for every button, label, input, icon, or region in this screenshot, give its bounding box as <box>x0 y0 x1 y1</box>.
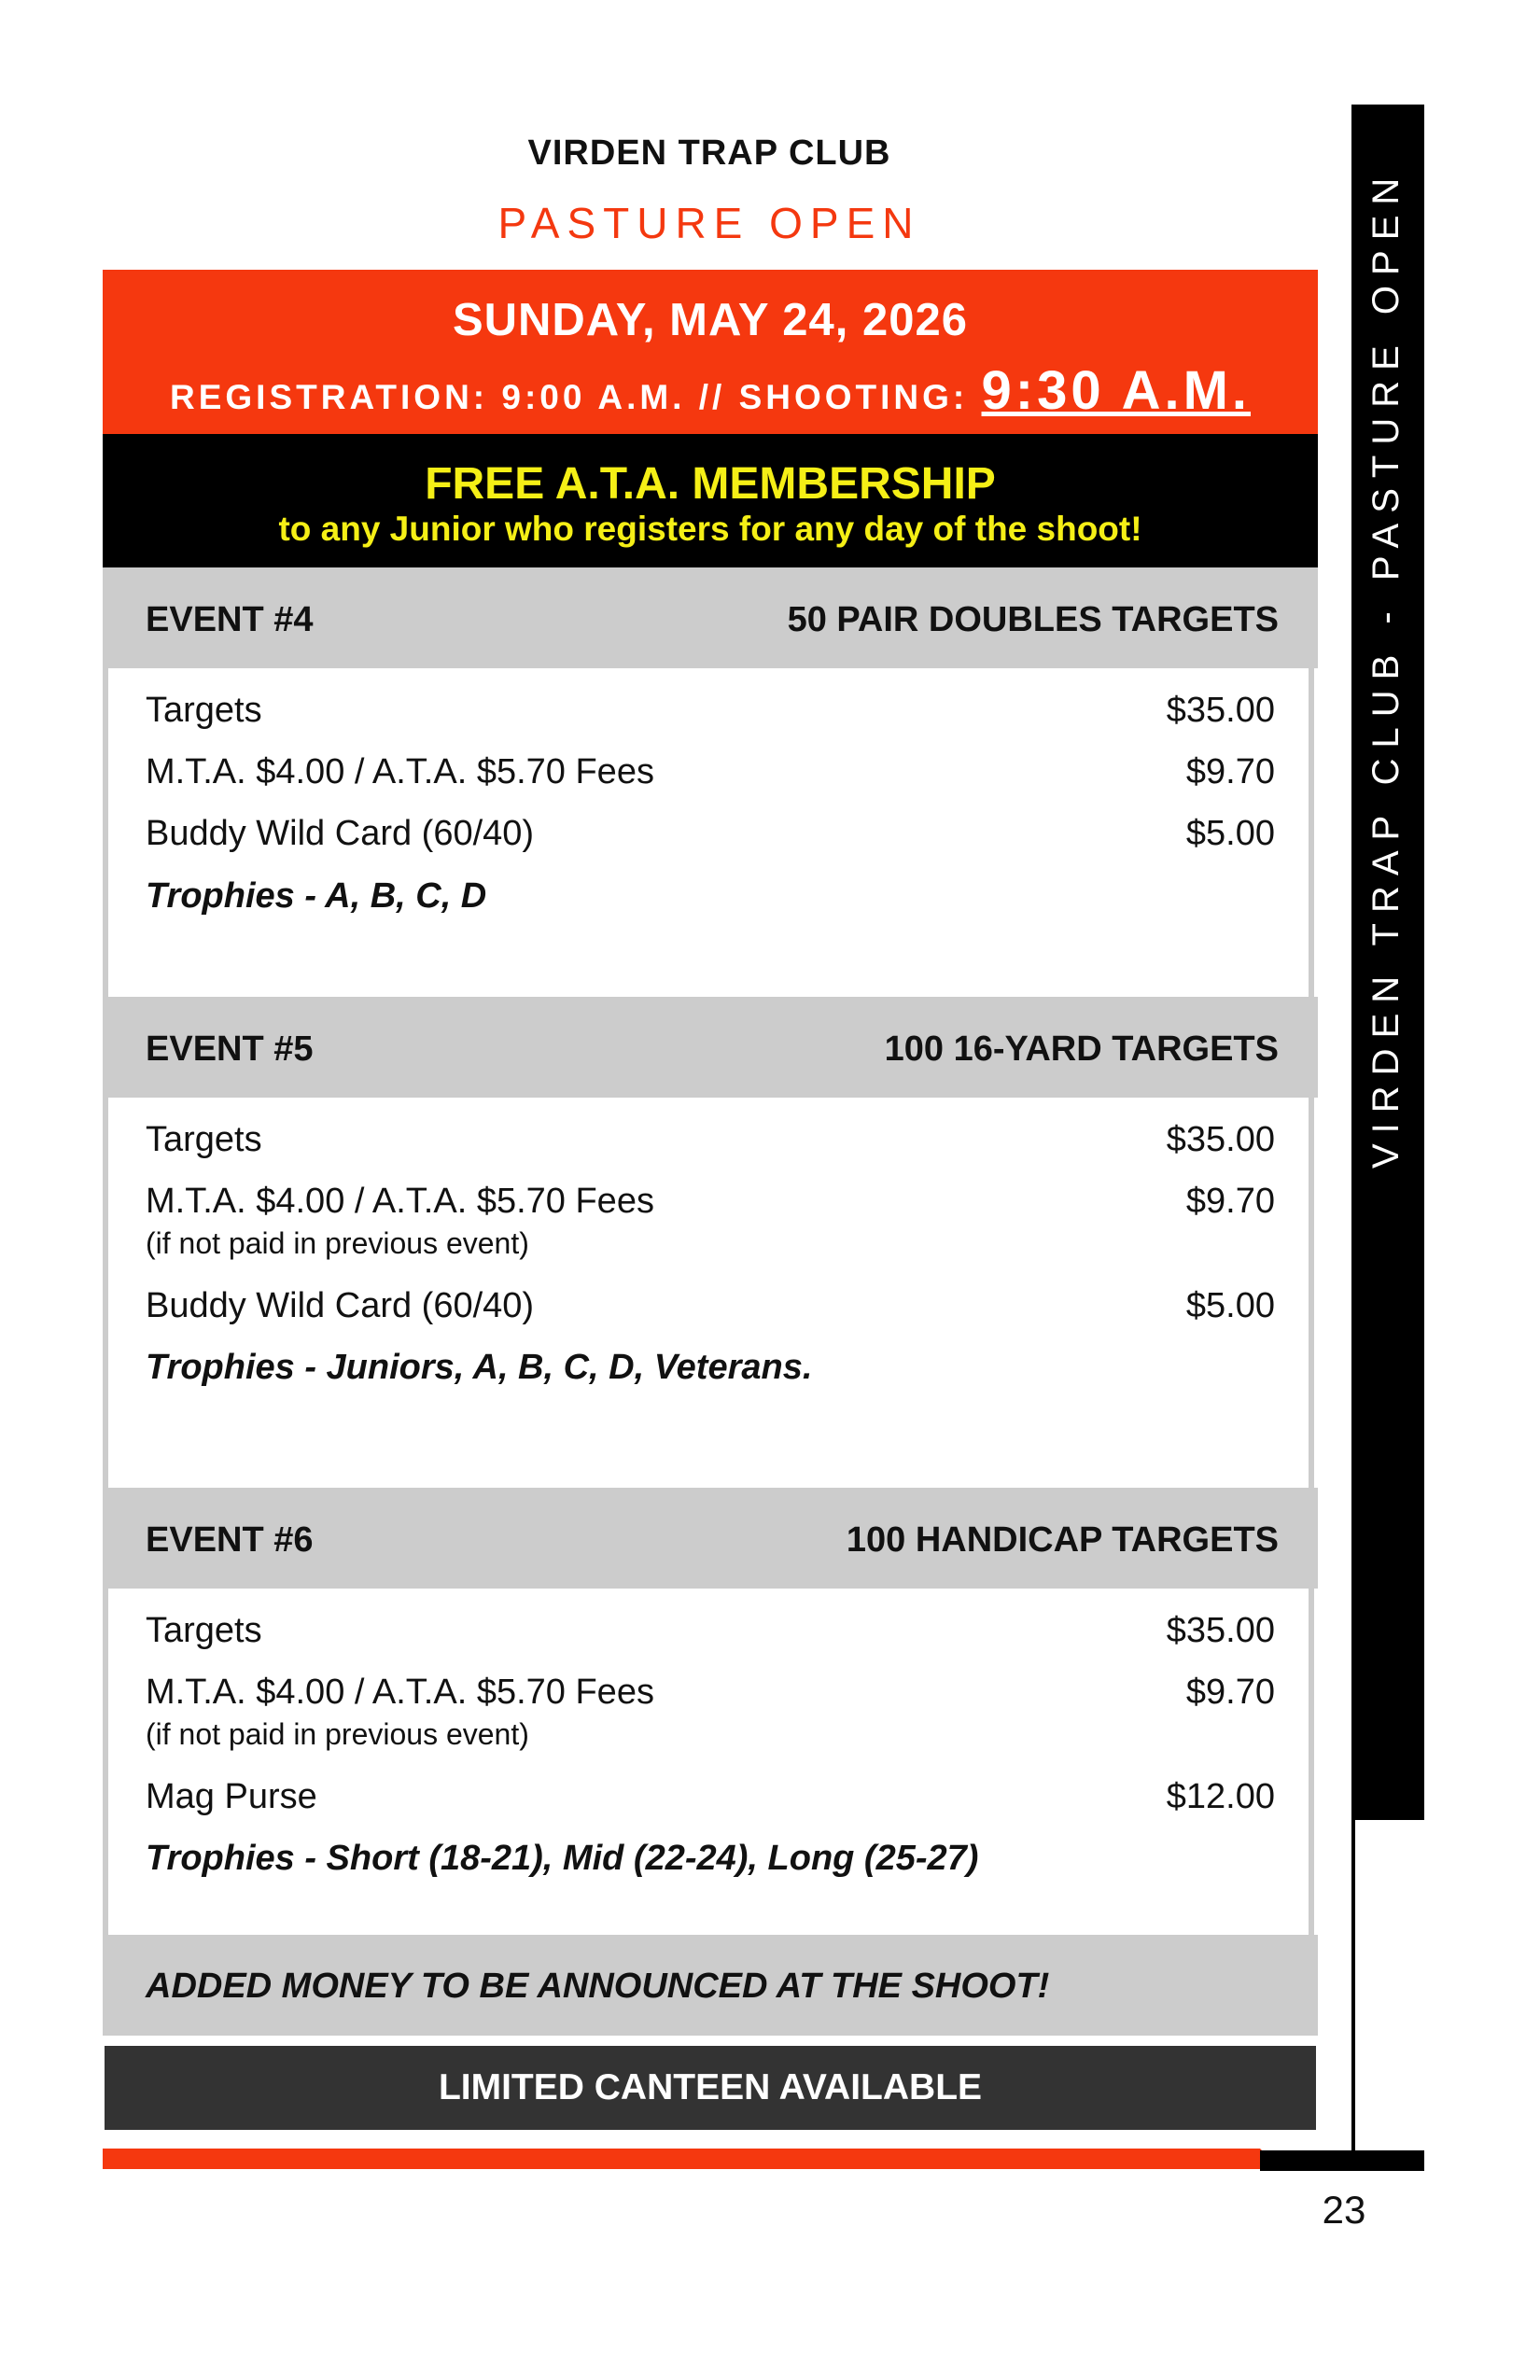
event-4-header <box>103 567 1318 668</box>
event-5-details <box>103 1098 1314 1488</box>
fee-amount: $35.00 <box>1166 1120 1275 1159</box>
registration-text: REGISTRATION: 9:00 A.M. // SHOOTING: <box>169 378 969 416</box>
fee-label: M.T.A. $4.00 / A.T.A. $5.70 Fees <box>146 1673 654 1712</box>
fee-label: Targets <box>146 691 262 730</box>
fee-amount: $5.00 <box>1185 814 1275 853</box>
membership-subtitle: to any Junior who registers for any day of the shoot! <box>278 510 1142 548</box>
event-number: EVENT #5 <box>146 1029 314 1069</box>
fee-label: Mag Purse <box>146 1777 317 1816</box>
trophies-line: Trophies - Juniors, A, B, C, D, Veterans. <box>146 1348 813 1387</box>
fee-amount: $35.00 <box>1166 691 1275 730</box>
bottom-black-stripe <box>1260 2150 1424 2171</box>
added-money-text: ADDED MONEY TO BE ANNOUNCED AT THE SHOOT! <box>146 1967 1050 2006</box>
trophies-line: Trophies - A, B, C, D <box>146 876 487 916</box>
fee-label: M.T.A. $4.00 / A.T.A. $5.70 Fees <box>146 1182 654 1221</box>
event-6-header <box>103 1488 1318 1589</box>
fee-label: Targets <box>146 1120 262 1159</box>
page-number: 23 <box>1322 2188 1366 2232</box>
fee-label: Buddy Wild Card (60/40) <box>146 1286 535 1325</box>
side-line <box>1351 1820 1355 2151</box>
event-4-details <box>103 668 1314 997</box>
event-5-header <box>103 997 1318 1098</box>
membership-title: FREE A.T.A. MEMBERSHIP <box>425 459 996 509</box>
fee-note: (if not paid in previous event) <box>146 1717 529 1751</box>
event-6-details <box>103 1589 1314 1935</box>
fee-label: Buddy Wild Card (60/40) <box>146 814 535 853</box>
event-number: EVENT #4 <box>146 600 314 639</box>
event-name: PASTURE OPEN <box>497 199 921 247</box>
registration-line <box>103 359 1318 422</box>
trophies-line: Trophies - Short (18-21), Mid (22-24), Long (25-27) <box>146 1839 979 1878</box>
membership-banner <box>103 434 1318 567</box>
fee-amount: $9.70 <box>1185 1182 1275 1221</box>
fee-amount: $12.00 <box>1166 1777 1275 1816</box>
canteen-text: LIMITED CANTEEN AVAILABLE <box>438 2067 983 2107</box>
added-money-banner <box>103 1935 1318 2036</box>
fee-amount: $9.70 <box>1185 752 1275 791</box>
bottom-orange-stripe <box>103 2149 1316 2171</box>
fee-label: M.T.A. $4.00 / A.T.A. $5.70 Fees <box>146 752 654 791</box>
shooting-time: 9:30 A.M. <box>981 360 1252 421</box>
event-title: 100 16-YARD TARGETS <box>884 1029 1279 1069</box>
event-title: 100 HANDICAP TARGETS <box>846 1520 1279 1560</box>
event-date: SUNDAY, MAY 24, 2026 <box>452 295 969 345</box>
side-label <box>1351 105 1424 1178</box>
side-label-text: VIRDEN TRAP CLUB - PASTURE OPEN <box>1365 167 1407 1169</box>
canteen-banner <box>105 2046 1316 2130</box>
fee-amount: $35.00 <box>1166 1611 1275 1650</box>
fee-note: (if not paid in previous event) <box>146 1226 529 1260</box>
fee-amount: $9.70 <box>1185 1673 1275 1712</box>
fee-amount: $5.00 <box>1185 1286 1275 1325</box>
date-banner <box>103 270 1318 434</box>
event-number: EVENT #6 <box>146 1520 314 1560</box>
event-title: 50 PAIR DOUBLES TARGETS <box>787 600 1279 639</box>
club-name: VIRDEN TRAP CLUB <box>527 133 891 173</box>
fee-label: Targets <box>146 1611 262 1650</box>
